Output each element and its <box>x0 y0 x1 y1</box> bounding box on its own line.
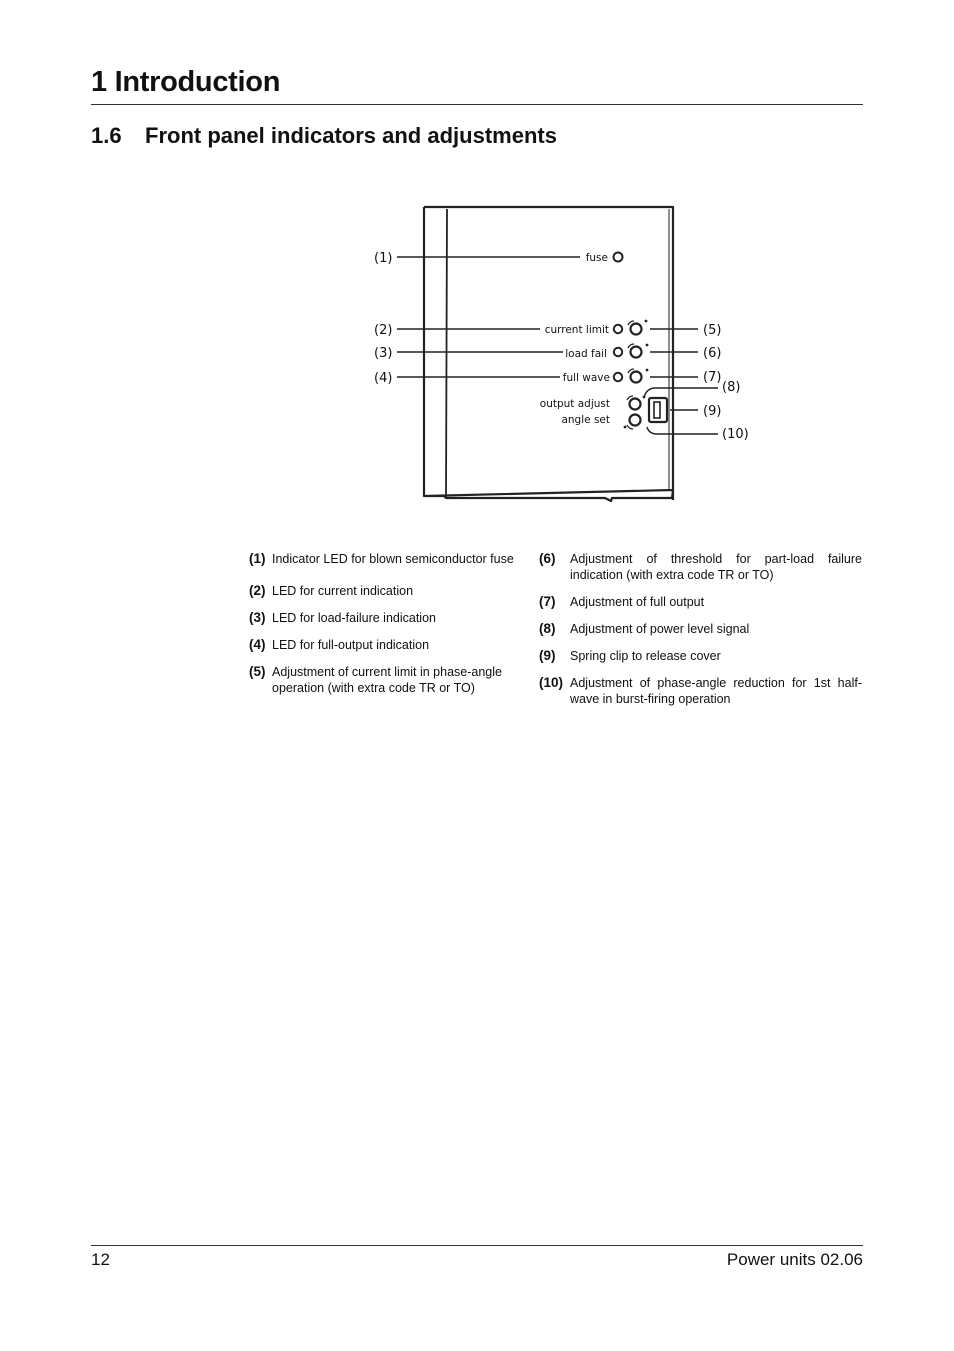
document-name: Power units 02.06 <box>726 1250 863 1269</box>
legend-number: (3) <box>249 610 266 625</box>
legend-number: (2) <box>249 583 266 598</box>
fuse-led-icon <box>614 253 623 262</box>
legend-number: (4) <box>249 637 266 652</box>
legend-item-9 <box>539 648 862 664</box>
legend-text: Adjustment of threshold for part-load failure indication (with extra code TR or TO) <box>570 552 862 582</box>
legend-item-2 <box>249 583 529 599</box>
section-number: 1.6 <box>91 123 122 148</box>
panel-label-angle-set: angle set <box>561 414 610 426</box>
callout-2: (2) <box>374 323 393 338</box>
callout-1: (1) <box>374 251 393 266</box>
legend-item-7 <box>539 594 862 610</box>
legend-text: LED for load-failure indication <box>272 611 436 625</box>
panel-label-load-fail: load fail <box>565 348 607 360</box>
legend-right-column <box>539 551 862 718</box>
legend-number: (1) <box>249 551 266 566</box>
output-adjust-potentiometer-icon <box>627 396 645 410</box>
panel-label-full-wave: full wave <box>562 372 610 384</box>
legend-left-column <box>249 551 529 707</box>
current-limit-led-icon <box>614 325 622 333</box>
panel-label-output-adjust: output adjust <box>539 398 610 410</box>
panel-outline <box>424 207 673 501</box>
load-fail-potentiometer-icon <box>628 344 648 358</box>
legend-text: Adjustment of current limit in phase-angle operation (with extra code TR or TO) <box>272 665 502 695</box>
legend-item-6 <box>539 551 862 583</box>
panel-label-fuse: fuse <box>585 252 608 264</box>
panel-label-current-limit: current limit <box>544 324 609 336</box>
callout-4: (4) <box>374 371 393 386</box>
legend-text: Adjustment of power level signal <box>570 622 750 636</box>
legend-text: Indicator LED for blown semiconductor fuse <box>272 552 514 566</box>
legend-item-1 <box>249 551 529 567</box>
legend-text: LED for full-output indication <box>272 638 430 652</box>
angle-set-potentiometer-icon <box>624 415 641 430</box>
full-wave-led-icon <box>614 373 622 381</box>
legend-text: LED for current indication <box>272 584 414 598</box>
page-number: 12 <box>91 1250 110 1269</box>
legend-number: (8) <box>539 621 556 636</box>
load-fail-led-icon <box>614 348 622 356</box>
footer-rule <box>91 1245 863 1246</box>
legend-text: Adjustment of phase-angle reduction for 1st half-wave in burst-firing operation <box>570 676 862 706</box>
callout-7: (7) <box>703 370 722 385</box>
callout-8: (8) <box>722 380 741 395</box>
leader-line-10 <box>647 427 718 434</box>
legend-text: Spring clip to release cover <box>570 649 721 663</box>
panel-inner-edge <box>446 209 447 498</box>
legend-number: (10) <box>539 675 564 690</box>
legend-text: Adjustment of full output <box>570 595 705 609</box>
legend-item-10 <box>539 675 862 707</box>
legend-item-3 <box>249 610 529 626</box>
current-limit-potentiometer-icon <box>628 320 647 335</box>
callout-3: (3) <box>374 346 393 361</box>
legend-item-8 <box>539 621 862 637</box>
legend-item-5 <box>249 664 529 696</box>
callout-9: (9) <box>703 404 722 419</box>
section-heading <box>91 123 557 149</box>
legend-number: (7) <box>539 594 556 609</box>
front-panel-diagram <box>360 200 760 510</box>
callout-5: (5) <box>703 323 722 338</box>
full-wave-potentiometer-icon <box>628 369 648 383</box>
legend-number: (9) <box>539 648 556 663</box>
header-rule <box>91 104 863 105</box>
chapter-title: 1 Introduction <box>91 66 281 98</box>
callout-10: (10) <box>722 427 749 442</box>
section-title: Front panel indicators and adjustments <box>145 123 557 148</box>
leader-line-8 <box>644 388 718 397</box>
legend-number: (5) <box>249 664 266 679</box>
spring-clip-icon <box>649 398 667 422</box>
legend-item-4 <box>249 637 529 653</box>
callout-6: (6) <box>703 346 722 361</box>
legend-number: (6) <box>539 551 556 566</box>
